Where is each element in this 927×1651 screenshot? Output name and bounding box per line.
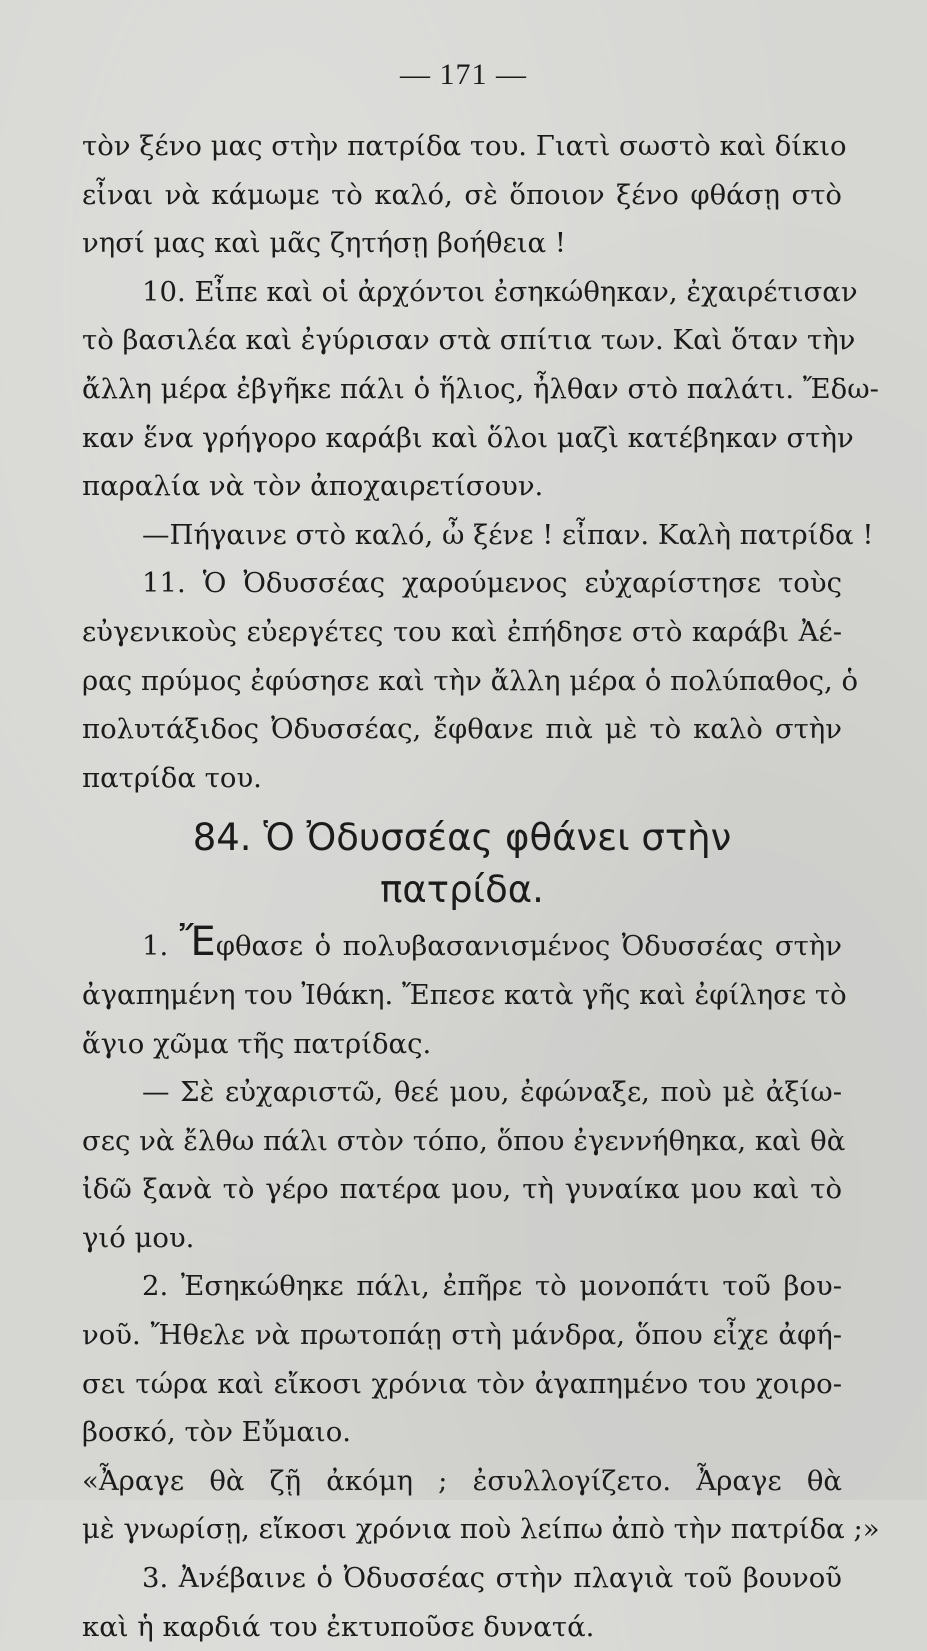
text-line: νοῦ. Ἤθελε νὰ πρωτοπάῃ στὴ μάνδρα, ὅπου εἶχε ἀφή- — [82, 1319, 842, 1352]
text-line: παραλία νὰ τὸν ἀποχαιρετίσουν. — [82, 470, 544, 503]
chapter-heading-continuation: πατρίδα. — [380, 868, 544, 912]
text-line: εἶναι νὰ κάμωμε τὸ καλό, σὲ ὅποιον ξένο φθάσῃ στὸ — [82, 178, 842, 211]
text-line: πολυτάξιδος Ὀδυσσέας, ἔφθανε πιὰ μὲ τὸ καλὸ στὴν — [82, 713, 842, 746]
text-line: ἅγιο χῶμα τῆς πατρίδας. — [82, 1027, 432, 1060]
page-number: — 171 — — [400, 58, 527, 91]
body-text — [82, 122, 880, 1651]
text-line: ἀγαπημένη του Ἰθάκη. Ἔπεσε κατὰ γῆς καὶ ἐφίλησε τὸ — [82, 978, 847, 1011]
text-line: ρας πρύμος ἐφύσησε καὶ τὴν ἄλλη μέρα ὁ πολύπαθος, ὁ — [82, 664, 859, 697]
first-line-text: φθασε ὁ πολυβασανισμένος Ὀδυσσέας στὴν — [215, 930, 843, 963]
first-paragraph-line — [82, 919, 843, 971]
chapter-text — [82, 971, 880, 1651]
text-line: —Πήγαινε στὸ καλό, ὦ ξένε ! εἶπαν. Καλὴ πατρίδα ! — [142, 518, 874, 551]
text-line: νησί μας καὶ μᾶς ζητήσῃ βοήθεια ! — [82, 227, 566, 260]
text-line: — Σὲ εὐχαριστῶ, θεέ μου, ἐφώναξε, ποὺ μὲ ἀξίω- — [142, 1076, 842, 1109]
text-line: τὸν ξένο μας στὴν πατρίδα του. Γιατὶ σωστὸ καὶ δίκιο — [82, 130, 847, 162]
text-line: βοσκό, τὸν Εὔμαιο. — [82, 1416, 351, 1449]
paragraph-number: 1. — [142, 930, 169, 963]
text-line: 3. Ἀνέβαινε ὁ Ὀδυσσέας στὴν πλαγιὰ τοῦ βουνοῦ — [142, 1562, 842, 1595]
drop-cap: Ἔ — [179, 919, 216, 966]
text-line: ἄλλη μέρα ἐβγῆκε πάλι ὁ ἥλιος, ἦλθαν στὸ παλάτι. Ἔδω- — [82, 372, 879, 405]
text-line: μὲ γνωρίσῃ, εἴκοσι χρόνια ποὺ λείπω ἀπὸ τὴν πατρίδα ;» — [82, 1513, 880, 1546]
text-line: «Ἆραγε θὰ ζῇ ἀκόμη ; ἐσυλλογίζετο. Ἆραγε θὰ — [82, 1464, 842, 1497]
text-line: πατρίδα του. — [82, 761, 262, 794]
text-line: καν ἕνα γρήγορο καράβι καὶ ὅλοι μαζὶ κατέβηκαν στὴν — [82, 421, 854, 454]
chapter-heading: 84. Ὁ Ὀδυσσέας φθάνει στὴν — [192, 816, 732, 860]
text-line: καὶ ἡ καρδιά του ἐκτυποῦσε δυνατά. — [82, 1610, 595, 1643]
text-line: γιό μου. — [82, 1221, 195, 1254]
text-line: 2. Ἐσηκώθηκε πάλι, ἐπῆρε τὸ μονοπάτι τοῦ βου- — [142, 1270, 842, 1303]
text-line: 10. Εἶπε καὶ οἱ ἀρχόντοι ἐσηκώθηκαν, ἐχαιρέτισαν — [142, 275, 858, 308]
text-line: 11. Ὁ Ὀδυσσέας χαρούμενος εὐχαρίστησε τοὺς — [142, 567, 842, 600]
text-line: τὸ βασιλέα καὶ ἐγύρισαν στὰ σπίτια των. Καὶ ὅταν τὴν — [82, 324, 856, 357]
previous-chapter-ending — [82, 122, 879, 802]
text-line: σει τώρα καὶ εἴκοσι χρόνια τὸν ἀγαπημένο του χοιρο- — [82, 1367, 842, 1400]
text-line: εὐγενικοὺς εὐεργέτες του καὶ ἐπήδησε στὸ καράβι Ἀέ- — [82, 615, 842, 648]
text-line: σες νὰ ἔλθω πάλι στὸν τόπο, ὅπου ἐγεννήθηκα, καὶ θὰ — [82, 1124, 846, 1157]
text-line: ἰδῶ ξανὰ τὸ γέρο πατέρα μου, τὴ γυναίκα μου καὶ τὸ — [82, 1173, 842, 1206]
